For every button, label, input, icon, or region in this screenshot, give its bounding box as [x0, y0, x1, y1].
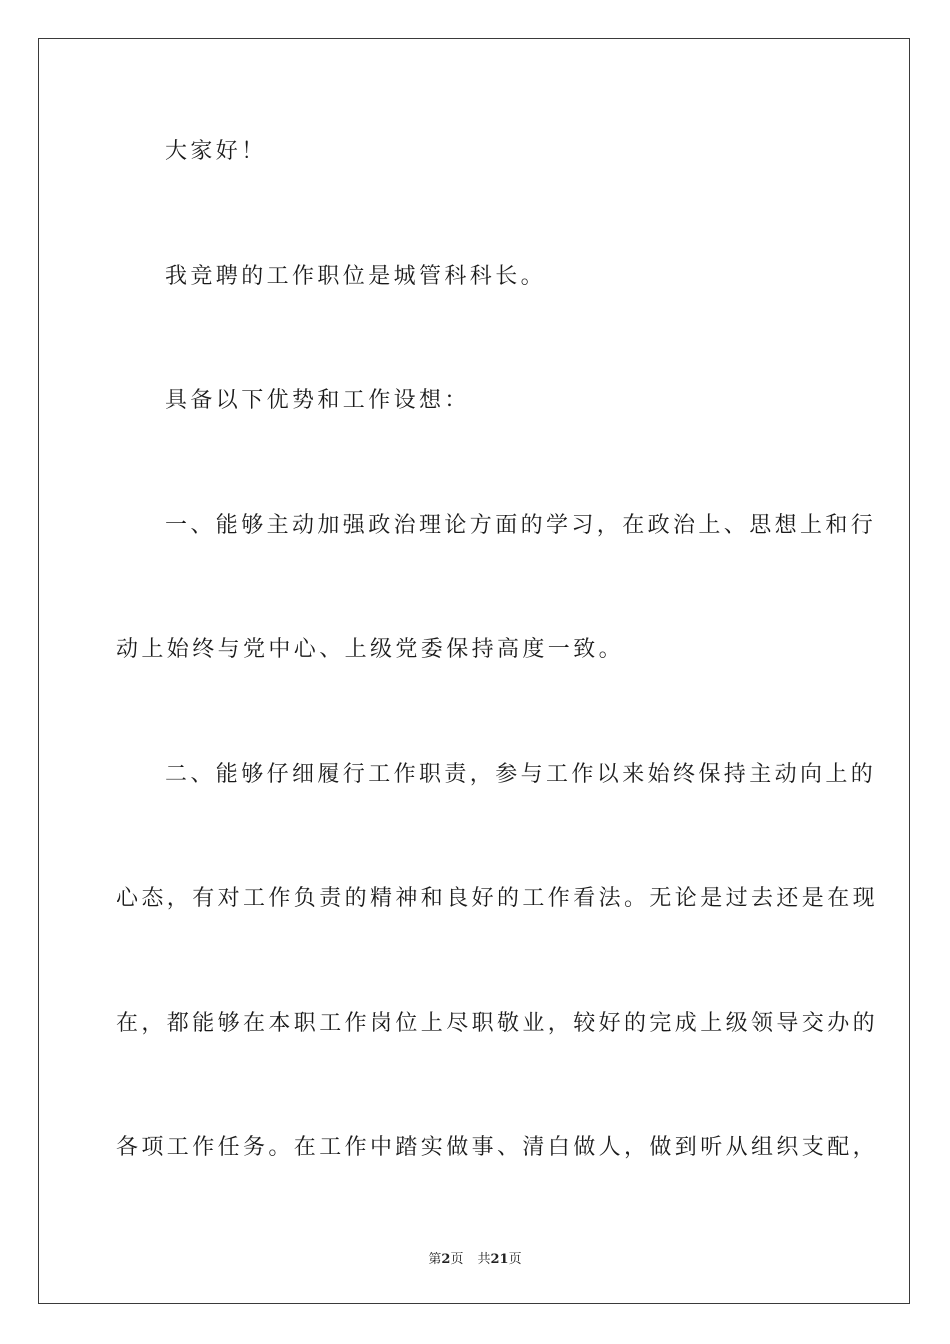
total-suffix: 页: [508, 1252, 522, 1267]
paragraph-2-line-4: 各项工作任务。在工作中踏实做事、清白做人，做到听从组织支配，: [116, 1135, 879, 1160]
page-border: [38, 38, 910, 1304]
paragraph-1-line-2: 动上始终与党中心、上级党委保持高度一致。: [116, 637, 625, 662]
total-pages: 21: [490, 1252, 509, 1267]
intro-line: 具备以下优势和工作设想：: [165, 388, 470, 413]
position-line: 我竞聘的工作职位是城管科科长。: [165, 264, 547, 289]
paragraph-1-line-1: 一、能够主动加强政治理论方面的学习，在政治上、思想上和行: [165, 513, 877, 538]
page-suffix: 页: [450, 1252, 464, 1267]
paragraph-2-line-1: 二、能够仔细履行工作职责，参与工作以来始终保持主动向上的: [165, 762, 877, 787]
greeting-line: 大家好！: [165, 139, 267, 164]
page-number: 2: [441, 1252, 451, 1267]
paragraph-2-line-3: 在，都能够在本职工作岗位上尽职敬业，较好的完成上级领导交办的: [116, 1011, 879, 1036]
paragraph-2-line-2: 心态，有对工作负责的精神和良好的工作看法。无论是过去还是在现: [116, 886, 879, 911]
page-footer: [0, 1248, 950, 1267]
total-prefix: 共: [477, 1252, 491, 1267]
page-prefix: 第: [428, 1252, 442, 1267]
